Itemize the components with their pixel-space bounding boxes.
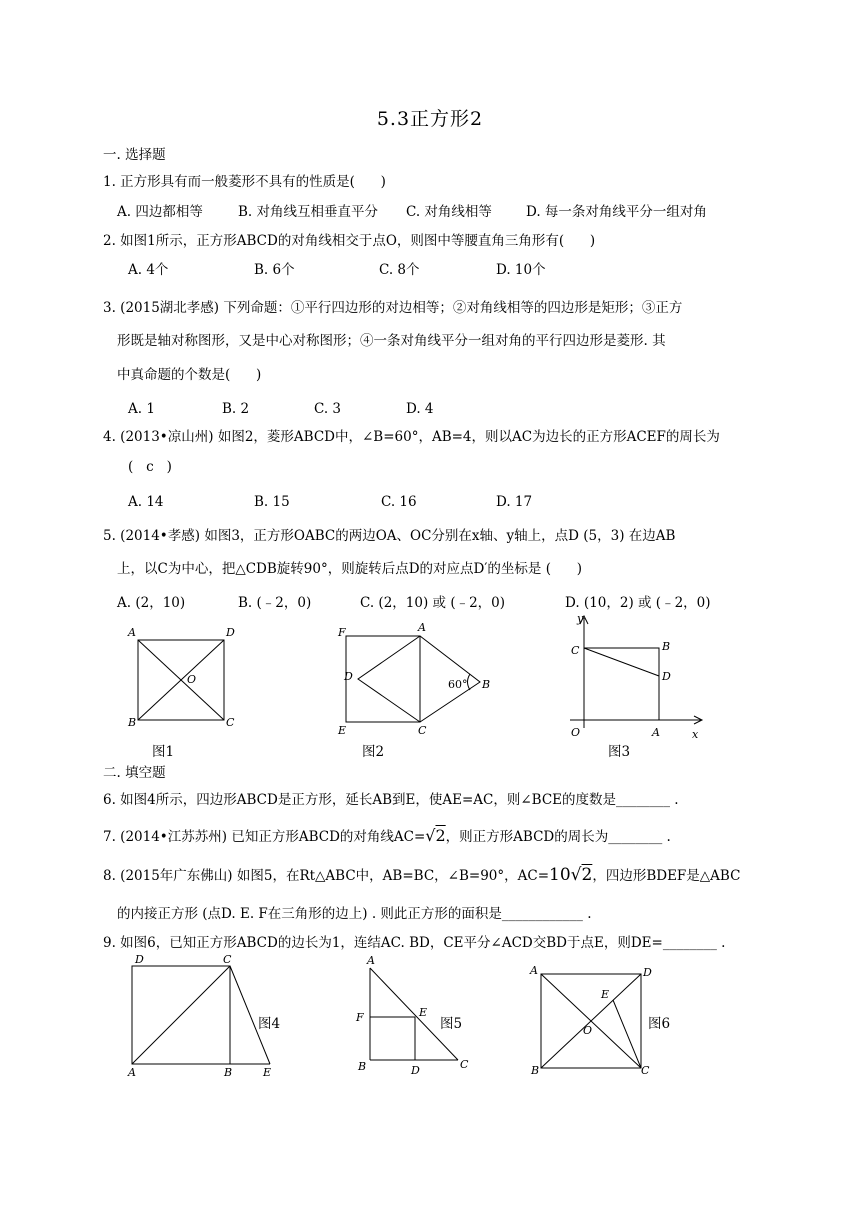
fig5-label-a: A xyxy=(367,954,375,967)
question-3-line-2: 形既是轴对称图形，又是中心对称图形；④一条对角线平分一组对角的平行四边形是菱形. 其 xyxy=(117,333,666,349)
q8-prefix: 8. (2015年广东佛山) 如图5，在Rt△ABC中，AB=BC，∠B=90°，AC= xyxy=(103,868,550,884)
figure-4-caption: 图4 xyxy=(258,1016,281,1032)
fig2-label-b: B xyxy=(482,678,491,691)
q2-option-d: D. 10个 xyxy=(496,262,546,278)
question-3-line-1: 3. (2015湖北孝感) 下列命题：①平行四边形的对边相等；②对角线相等的四边形是矩形；③正方 xyxy=(103,300,683,316)
question-4-line-1: 4. (2013•凉山州) 如图2，菱形ABCD中，∠B=60°，AB=4，则以AC为边长的正方形ACEF的周长为 xyxy=(103,429,720,445)
q4-option-c: C. 16 xyxy=(381,494,417,510)
fig5-label-c: C xyxy=(460,1058,469,1071)
fig6-label-c: C xyxy=(641,1064,650,1077)
figure-5-caption: 图5 xyxy=(440,1016,463,1032)
q8-expression: 10√2 xyxy=(549,865,593,885)
q5-option-c: C. (2，10) 或 (﹣2，0) xyxy=(360,595,506,611)
question-8-line-2: 的内接正方形 (点D. E. F在三角形的边上) . 则此正方形的面积是____________ . xyxy=(117,906,592,922)
fig3-label-d: D xyxy=(662,670,671,683)
section-fill-heading: 二. 填空题 xyxy=(103,765,166,781)
question-5-line-1: 5. (2014•孝感) 如图3，正方形OABC的两边OA、OC分别在x轴、y轴上，点D (5，3) 在边AB xyxy=(103,528,676,544)
fig3-label-o: O xyxy=(571,726,581,739)
fig2-label-e: E xyxy=(338,724,347,737)
question-1: 1. 正方形具有而一般菱形不具有的性质是( ) xyxy=(103,174,386,190)
question-8-line-1 xyxy=(103,866,740,885)
fig4-label-e: E xyxy=(263,1066,272,1079)
fig2-label-a: A xyxy=(418,621,426,634)
fig3-label-y: y xyxy=(577,612,584,625)
fig5-label-f: F xyxy=(356,1011,364,1024)
q7-suffix: ，则正方形ABCD的周长为________ . xyxy=(445,829,671,845)
fig6-label-d: D xyxy=(643,966,652,979)
fig4-label-b: B xyxy=(224,1066,233,1079)
fig5-label-e: E xyxy=(419,1006,428,1019)
fig2-label-d: D xyxy=(344,670,353,683)
figure-6 xyxy=(525,962,655,1080)
fig1-label-c: C xyxy=(226,716,235,729)
fig6-label-b: B xyxy=(531,1064,540,1077)
fig3-label-b: B xyxy=(662,640,671,653)
fig1-label-o: O xyxy=(187,673,197,686)
fig4-label-d: D xyxy=(135,953,144,966)
q8-coef: 10 xyxy=(549,865,571,885)
page-title: 5.3正方形2 xyxy=(376,108,484,130)
fig2-label-f: F xyxy=(338,626,346,639)
section-choice-heading: 一. 选择题 xyxy=(103,147,166,163)
question-3-line-3: 中真命题的个数是( ) xyxy=(117,367,262,383)
q7-radicand: 2 xyxy=(435,826,446,845)
figure-6-caption: 图6 xyxy=(648,1016,671,1032)
figure-2-caption: 图2 xyxy=(362,744,385,760)
q4-option-b: B. 15 xyxy=(254,494,290,510)
fig1-label-b: B xyxy=(128,716,137,729)
q3-option-a: A. 1 xyxy=(128,401,155,417)
q2-option-b: B. 6个 xyxy=(254,262,295,278)
fig6-label-o: O xyxy=(583,1024,593,1037)
q2-option-a: A. 4个 xyxy=(128,262,169,278)
q4-option-d: D. 17 xyxy=(496,494,533,510)
q1-option-d: D. 每一条对角线平分一组对角 xyxy=(526,204,707,220)
fig4-label-c: C xyxy=(223,953,232,966)
fig5-label-d: D xyxy=(411,1064,420,1077)
q1-option-b: B. 对角线互相垂直平分 xyxy=(238,204,379,220)
q1-option-a: A. 四边都相等 xyxy=(117,204,203,220)
figure-3 xyxy=(560,612,710,742)
fig6-label-a: A xyxy=(530,964,538,977)
fig4-label-a: A xyxy=(128,1066,136,1079)
question-2: 2. 如图1所示，正方形ABCD的对角线相交于点O，则图中等腰直角三角形有( ) xyxy=(103,233,596,249)
fig6-label-e: E xyxy=(601,988,610,1001)
question-4-line-2: ( c ) xyxy=(128,459,172,475)
q4-option-a: A. 14 xyxy=(128,494,164,510)
fig1-label-d: D xyxy=(226,626,235,639)
q5-option-a: A. (2，10) xyxy=(117,595,186,611)
figure-1-caption: 图1 xyxy=(152,744,175,760)
fig1-label-a: A xyxy=(128,626,136,639)
q3-option-d: D. 4 xyxy=(406,401,434,417)
question-9: 9. 如图6，已知正方形ABCD的边长为1，连结AC. BD，CE平分∠ACD交BD于点E，则DE=________ . xyxy=(103,935,726,951)
q7-sqrt: √2 xyxy=(425,826,446,845)
q8-suffix: ，四边形BDEF是△ABC xyxy=(592,868,741,884)
question-5-line-2: 上，以C为中心，把△CDB旋转90°，则旋转后点D的对应点D′的坐标是 ( ) xyxy=(117,561,582,577)
fig3-label-a: A xyxy=(652,726,660,739)
question-7 xyxy=(103,827,671,846)
question-6: 6. 如图4所示，四边形ABCD是正方形，延长AB到E，使AE=AC，则∠BCE的度数是________ . xyxy=(103,792,679,808)
fig3-label-c: C xyxy=(571,644,580,657)
fig2-label-c: C xyxy=(418,724,427,737)
q2-option-c: C. 8个 xyxy=(379,262,420,278)
figure-3-caption: 图3 xyxy=(608,744,631,760)
figure-2 xyxy=(330,622,500,740)
fig5-label-b: B xyxy=(358,1060,367,1073)
q5-option-b: B. (﹣2，0) xyxy=(238,595,312,611)
q7-prefix: 7. (2014•江苏苏州) 已知正方形ABCD的对角线AC= xyxy=(103,829,426,845)
q1-option-c: C. 对角线相等 xyxy=(406,204,492,220)
q8-radicand: 2 xyxy=(581,865,593,885)
figure-4 xyxy=(120,950,280,1078)
fig3-label-x: x xyxy=(692,728,699,741)
q5-option-d: D. (10，2) 或 (﹣2，0) xyxy=(565,595,711,611)
figure-1 xyxy=(120,622,250,732)
q3-option-b: B. 2 xyxy=(222,401,250,417)
q3-option-c: C. 3 xyxy=(314,401,342,417)
fig2-label-angle: 60° xyxy=(448,678,468,691)
